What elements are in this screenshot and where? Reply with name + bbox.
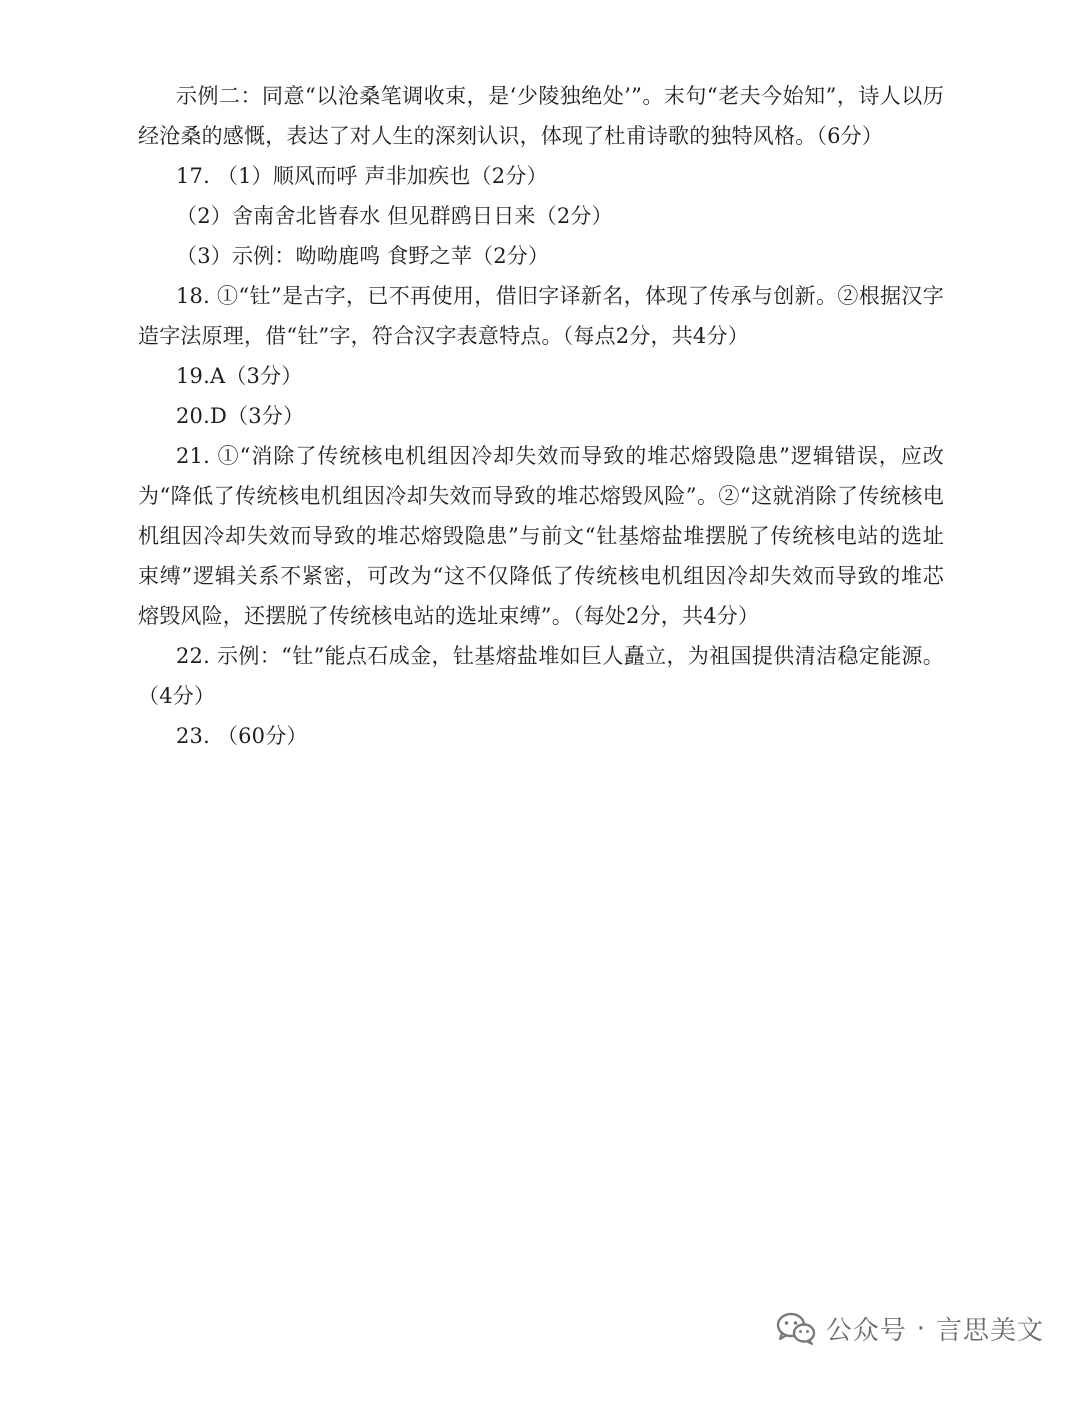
wechat-icon xyxy=(776,1312,816,1346)
paragraph-example-two: 示例二：同意“以沧桑笔调收束，是‘少陵独绝处’”。末句“老夫今始知”，诗人以历经沧桑的感慨，表达了对人生的深刻认识，体现了杜甫诗歌的独特风格。（6分） xyxy=(138,84,944,148)
answer-23: 23. （60分） xyxy=(176,724,308,748)
watermark-separator: · xyxy=(916,1313,926,1344)
answer-19: 19.A（3分） xyxy=(176,364,303,388)
answer-21: 21. ①“消除了传统核电机组因冷却失效而导致的堆芯熔毁隐患”逻辑错误，应改为“降低了传统核电机组因冷却失效而导致的堆芯熔毁风险”。②“这就消除了传统核电机组因冷却失效而导致的堆芯熔毁隐患”与前文“钍基熔盐堆摆脱了传统核电站的选址束缚”逻辑关系不紧密，可改为“这不仅降低了传统核电机组因冷却失效而导致的堆芯熔毁风险，还摆脱了传统核电站的选址束缚”。（每处2分，共4分） xyxy=(138,444,944,628)
answer-17-part-2: （2）舍南舍北皆春水 但见群鸥日日来（2分） xyxy=(176,204,613,228)
watermark-account-name: 言思美文 xyxy=(935,1316,1044,1346)
answer-20: 20.D（3分） xyxy=(176,404,305,428)
answer-18: 18. ①“钍”是古字，已不再使用，借旧字译新名，体现了传承与创新。②根据汉字造字法原理，借“钍”字，符合汉字表意特点。（每点2分，共4分） xyxy=(138,284,944,348)
answer-22: 22. 示例：“钍”能点石成金，钍基熔盐堆如巨人矗立，为祖国提供清洁稳定能源。（4分） xyxy=(138,644,944,708)
answer-17-part-1: 17. （1）顺风而呼 声非加疾也（2分） xyxy=(176,164,548,188)
answer-17-part-3: （3）示例：呦呦鹿鸣 食野之苹（2分） xyxy=(176,244,550,268)
wechat-watermark xyxy=(776,1310,1044,1347)
answer-key-body xyxy=(138,76,944,756)
watermark-label: 公众号 xyxy=(825,1316,907,1346)
